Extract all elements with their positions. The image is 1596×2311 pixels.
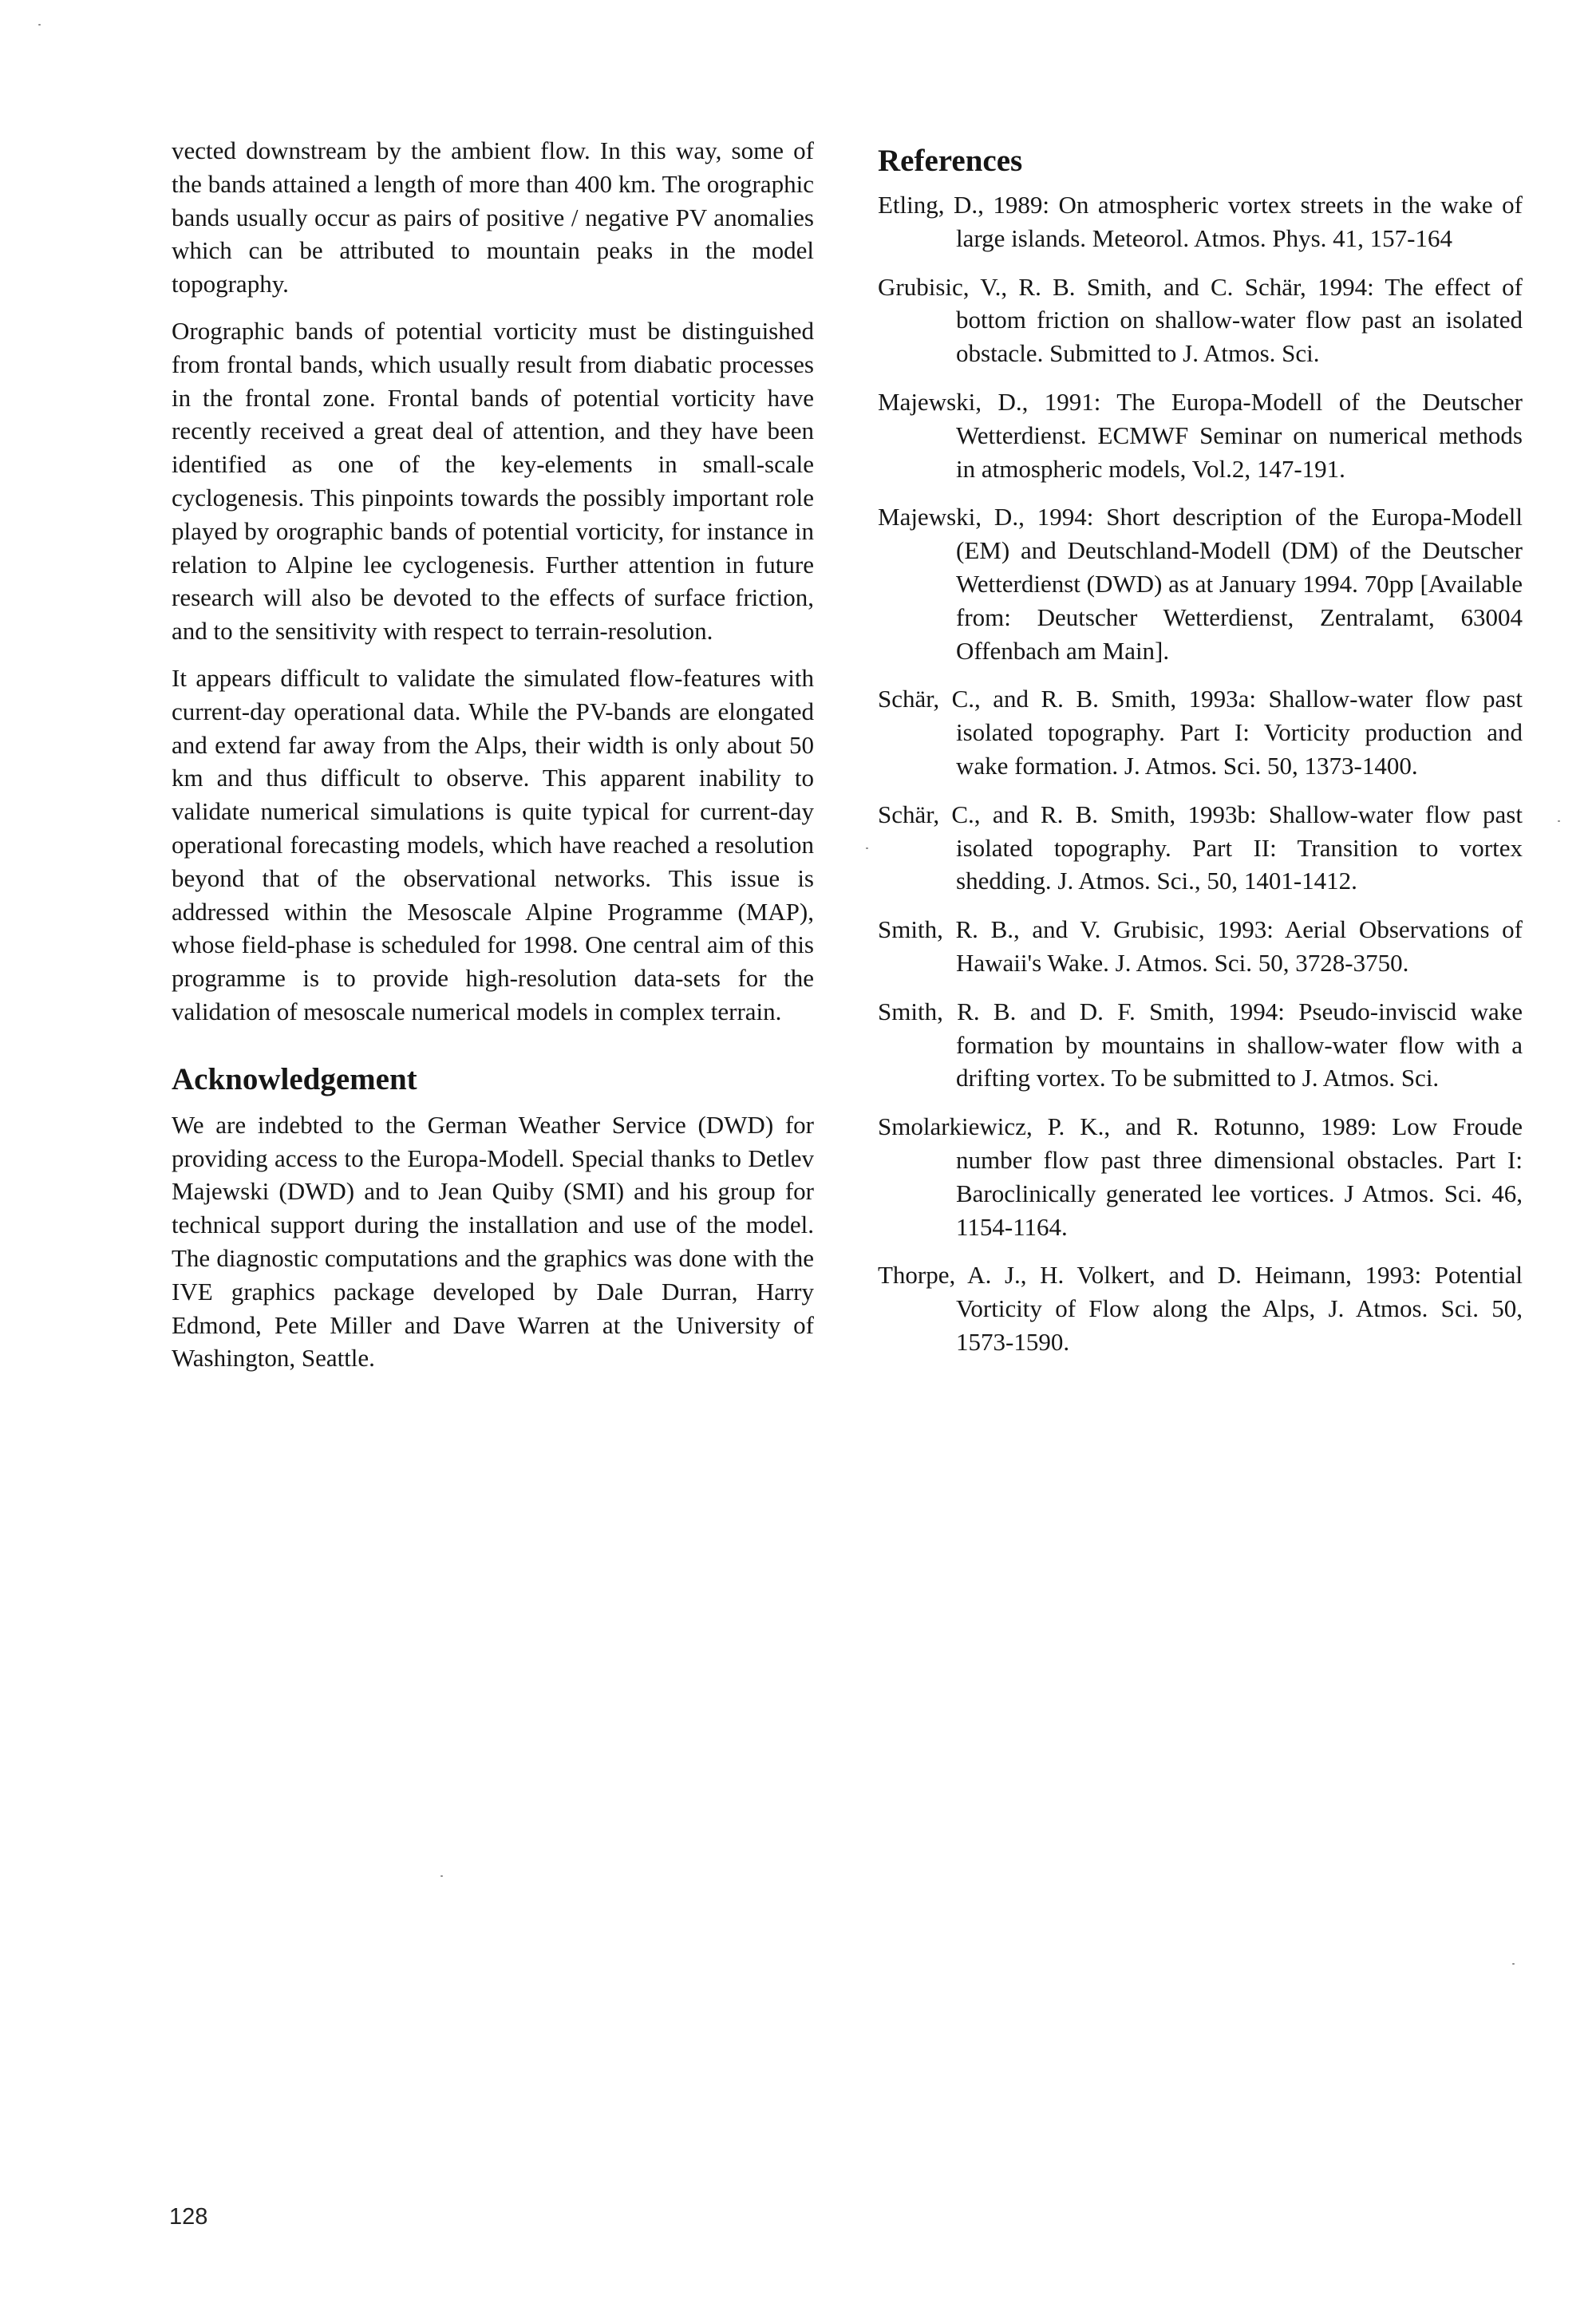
acknowledgement-text: We are indebted to the German Weather Service (DWD) for providing access to the Europa-Modell. Special thanks to Detlev Majewski (DWD) and to Jean Quiby (SMI) and his group for technical support during the installation and use of the model. The diagnostic computations and the graphics was done with the IVE graphics package developed by Dale Durran, Harry Edmond, Pete Miller and Dave Warren at the University of Washington, Seattle. — [172, 1110, 814, 1373]
scan-speck — [440, 1875, 443, 1877]
reference-item: Majewski, D., 1991: The Europa-Modell of the Deutscher Wetterdienst. ECMWF Seminar on numerical methods in atmospheric models, Vol.2, 147-191. — [878, 387, 1523, 483]
reference-list — [878, 188, 1523, 1359]
scan-speck — [38, 24, 41, 26]
left-column — [172, 134, 814, 1389]
body-paragraph: It appears difficult to validate the simulated flow-features with current-day operational data. While the PV-bands are elongated and extend far away from the Alps, their width is only about 50 km and thus difficult to observe. This apparent inability to validate numerical simulations is quite typical for current-day operational forecasting models, which have reached a resolution beyond that of the observational networks. This issue is addressed within the Mesoscale Alpine Programme (MAP), whose field-phase is scheduled for 1998. One central aim of this programme is to provide high-resolution data-sets for the validation of mesoscale numerical models in complex terrain. — [172, 663, 814, 1025]
reference-item: Thorpe, A. J., H. Volkert, and D. Heimann, 1993: Potential Vorticity of Flow along the Alps, J. Atmos. Sci. 50, 1573-1590. — [878, 1261, 1523, 1356]
scan-speck — [866, 847, 868, 849]
right-column — [878, 134, 1523, 1374]
scan-speck — [1512, 1963, 1515, 1965]
references-heading: References — [878, 144, 1023, 178]
reference-item: Schär, C., and R. B. Smith, 1993a: Shallow-water flow past isolated topography. Part I: Vorticity production and wake formation. J. Atmos. Sci. 50, 1373-1400. — [878, 685, 1523, 780]
reference-item: Smith, R. B., and V. Grubisic, 1993: Aerial Observations of Hawaii's Wake. J. Atmos. Sci. 50, 3728-3750. — [878, 915, 1523, 977]
reference-item: Etling, D., 1989: On atmospheric vortex streets in the wake of large islands. Meteorol. Atmos. Phys. 41, 157-164 — [878, 191, 1523, 252]
reference-item: Grubisic, V., R. B. Smith, and C. Schär, 1994: The effect of bottom friction on shallow-water flow past an isolated obstacle. Submitted to J. Atmos. Sci. — [878, 272, 1523, 368]
page-number: 128 — [169, 2204, 208, 2230]
reference-item: Schär, C., and R. B. Smith, 1993b: Shallow-water flow past isolated topography. Part II: Transition to vortex shedding. J. Atmos. Sci., 50, 1401-1412. — [878, 800, 1523, 895]
body-paragraph: Orographic bands of potential vorticity must be distinguished from frontal bands, which usually result from diabatic processes in the frontal zone. Frontal bands of potential vorticity have recently received a great deal of attention, and they have been identified as one of the key-elements in small-scale cyclogenesis. This pinpoints towards the possibly important role played by orographic bands of potential vorticity, for instance in relation to Alpine lee cyclogenesis. Further attention in future research will also be devoted to the effects of surface friction, and to the sensitivity with respect to terrain-resolution. — [172, 316, 814, 646]
reference-item: Smolarkiewicz, P. K., and R. Rotunno, 1989: Low Froude number flow past three dimensional obstacles. Part I: Baroclinically generated lee vortices. J Atmos. Sci. 46, 1154-1164. — [878, 1112, 1523, 1241]
scan-speck — [1558, 820, 1560, 822]
reference-item: Majewski, D., 1994: Short description of the Europa-Modell (EM) and Deutschland-Modell (DM) of the Deutscher Wetterdienst (DWD) as at January 1994. 70pp [Available from: Deutscher Wetterdienst, Zentralamt, 63004 Offenbach am Main]. — [878, 503, 1523, 665]
acknowledgement-heading: Acknowledgement — [172, 1061, 417, 1096]
reference-item: Smith, R. B. and D. F. Smith, 1994: Pseudo-inviscid wake formation by mountains in shallow-water flow with a drifting vortex. To be submitted to J. Atmos. Sci. — [878, 997, 1523, 1092]
body-paragraph: vected downstream by the ambient flow. In this way, some of the bands attained a length of more than 400 km. The orographic bands usually occur as pairs of positive / negative PV anomalies which can be attributed to mountain peaks in the model topography. — [172, 136, 814, 298]
